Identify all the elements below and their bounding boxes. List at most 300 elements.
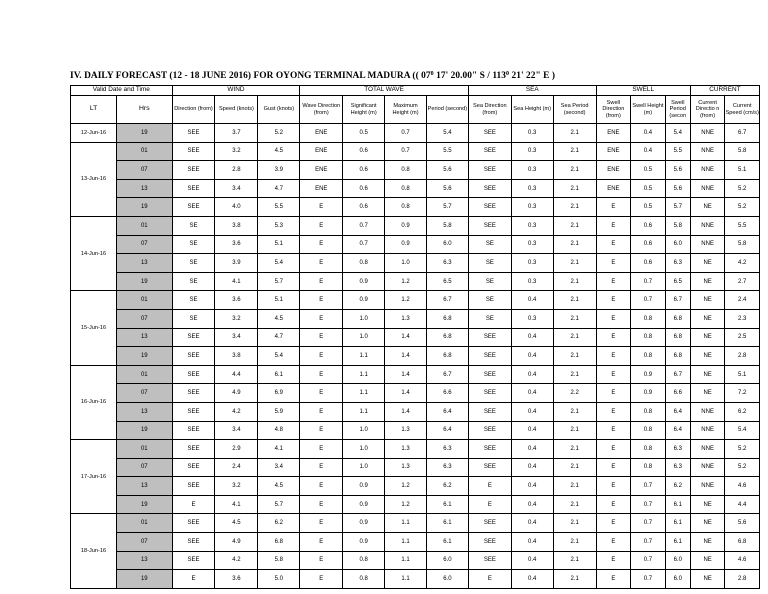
swell-direction-cell: E <box>596 309 631 328</box>
significant-height-cell: 1.1 <box>343 384 385 403</box>
sea-height-cell: 0.3 <box>511 235 553 254</box>
swell-height-cell: 0.7 <box>631 551 666 570</box>
sea-direction-cell: SEE <box>468 179 511 198</box>
wind-speed-cell: 2.4 <box>215 458 258 477</box>
wind-gust-cell: 5.9 <box>258 402 300 421</box>
sea-height-cell: 0.4 <box>511 514 553 533</box>
sea-height-cell: 0.4 <box>511 402 553 421</box>
wave-direction-cell: E <box>300 477 343 496</box>
current-direction-cell: NE <box>690 533 725 552</box>
swell-direction-cell: E <box>596 272 631 291</box>
wave-direction-cell: E <box>300 328 343 347</box>
table-row <box>71 533 760 552</box>
swell-period-cell: 6.0 <box>665 570 690 589</box>
wind-speed-cell: 4.9 <box>215 533 258 552</box>
maximum-height-cell: 1.1 <box>385 570 427 589</box>
maximum-height-cell: 1.0 <box>385 254 427 273</box>
current-speed-cell: 5.1 <box>725 365 760 384</box>
swell-direction-cell: E <box>596 514 631 533</box>
significant-height-cell: 1.0 <box>343 458 385 477</box>
wave-direction-cell: ENE <box>300 142 343 161</box>
wave-direction-cell: E <box>300 216 343 235</box>
wave-period-cell: 6.6 <box>426 384 468 403</box>
sea-period-cell: 2.1 <box>553 216 596 235</box>
wind-speed-cell: 4.4 <box>215 365 258 384</box>
wind-speed-cell: 3.6 <box>215 235 258 254</box>
hrs-cell: 01 <box>117 514 173 533</box>
wave-period-cell: 6.8 <box>426 328 468 347</box>
current-direction-cell: NNE <box>690 421 725 440</box>
current-direction-cell: NE <box>690 291 725 310</box>
sea-height-cell: 0.3 <box>511 254 553 273</box>
sea-direction-cell: E <box>468 477 511 496</box>
current-speed-cell: 2.4 <box>725 291 760 310</box>
swell-direction-cell: E <box>596 347 631 366</box>
sea-period-cell: 2.1 <box>553 477 596 496</box>
sea-direction-cell: SEE <box>468 198 511 217</box>
maximum-height-cell: 0.8 <box>385 179 427 198</box>
maximum-height-cell: 0.8 <box>385 198 427 217</box>
current-direction-cell: NE <box>690 347 725 366</box>
wind-speed-cell: 3.8 <box>215 216 258 235</box>
current-direction-cell: NE <box>690 309 725 328</box>
swell-period-cell: 5.5 <box>665 142 690 161</box>
sea-period-cell: 2.1 <box>553 495 596 514</box>
wave-period-cell: 6.1 <box>426 533 468 552</box>
current-speed-cell: 5.1 <box>725 161 760 180</box>
significant-height-cell: 0.9 <box>343 533 385 552</box>
swell-direction-cell: E <box>596 570 631 589</box>
swell-direction-cell: E <box>596 235 631 254</box>
maximum-height-cell: 1.2 <box>385 291 427 310</box>
wave-direction-cell: E <box>300 440 343 459</box>
sea-height-cell: 0.4 <box>511 384 553 403</box>
sea-direction-cell: SE <box>468 272 511 291</box>
wind-gust-cell: 5.7 <box>258 495 300 514</box>
wind-speed-cell: 4.0 <box>215 198 258 217</box>
wave-direction-cell: ENE <box>300 124 343 143</box>
sea-height-cell: 0.3 <box>511 124 553 143</box>
wind-direction-cell: E <box>172 570 215 589</box>
swell-direction-cell: E <box>596 198 631 217</box>
swell-period-cell: 6.0 <box>665 235 690 254</box>
sea-direction-cell: SEE <box>468 365 511 384</box>
hrs-cell: 01 <box>117 365 173 384</box>
column-header-current-speed: Current Speed (cm/s) <box>725 96 760 124</box>
date-cell: 16-Jun-16 <box>71 365 117 439</box>
hrs-cell: 07 <box>117 309 173 328</box>
swell-period-cell: 6.1 <box>665 533 690 552</box>
current-direction-cell: NNE <box>690 402 725 421</box>
swell-direction-cell: E <box>596 458 631 477</box>
swell-direction-cell: E <box>596 421 631 440</box>
swell-period-cell: 6.8 <box>665 347 690 366</box>
sea-height-cell: 0.4 <box>511 551 553 570</box>
current-speed-cell: 4.6 <box>725 477 760 496</box>
wind-speed-cell: 4.2 <box>215 402 258 421</box>
sea-direction-cell: SEE <box>468 216 511 235</box>
sea-direction-cell: SE <box>468 309 511 328</box>
wind-gust-cell: 4.5 <box>258 142 300 161</box>
swell-direction-cell: E <box>596 533 631 552</box>
wind-speed-cell: 4.1 <box>215 272 258 291</box>
wind-direction-cell: SEE <box>172 328 215 347</box>
sea-height-cell: 0.4 <box>511 477 553 496</box>
sea-period-cell: 2.1 <box>553 328 596 347</box>
table-row <box>71 272 760 291</box>
wind-speed-cell: 2.9 <box>215 440 258 459</box>
swell-period-cell: 5.7 <box>665 198 690 217</box>
wave-direction-cell: E <box>300 347 343 366</box>
swell-height-cell: 0.8 <box>631 440 666 459</box>
date-cell: 13-Jun-16 <box>71 142 117 216</box>
swell-period-cell: 6.6 <box>665 384 690 403</box>
maximum-height-cell: 0.9 <box>385 216 427 235</box>
wind-gust-cell: 4.7 <box>258 179 300 198</box>
wind-direction-cell: SEE <box>172 161 215 180</box>
date-cell: 12-Jun-16 <box>71 124 117 143</box>
wave-period-cell: 6.3 <box>426 458 468 477</box>
table-row <box>71 570 760 589</box>
sea-direction-cell: SEE <box>468 514 511 533</box>
wave-direction-cell: E <box>300 254 343 273</box>
table-row <box>71 514 760 533</box>
wave-direction-cell: E <box>300 291 343 310</box>
current-speed-cell: 5.4 <box>725 421 760 440</box>
maximum-height-cell: 1.2 <box>385 477 427 496</box>
swell-direction-cell: E <box>596 254 631 273</box>
wind-gust-cell: 5.4 <box>258 254 300 273</box>
column-header-wave-period: Period (second) <box>426 96 468 124</box>
swell-period-cell: 5.8 <box>665 216 690 235</box>
current-speed-cell: 4.6 <box>725 551 760 570</box>
wind-gust-cell: 4.1 <box>258 440 300 459</box>
current-speed-cell: 5.8 <box>725 142 760 161</box>
swell-period-cell: 5.6 <box>665 161 690 180</box>
column-header-swell-height: Swell Height (m) <box>631 96 666 124</box>
wave-period-cell: 6.1 <box>426 495 468 514</box>
table-row <box>71 142 760 161</box>
current-direction-cell: NE <box>690 254 725 273</box>
wave-direction-cell: ENE <box>300 161 343 180</box>
swell-direction-cell: E <box>596 551 631 570</box>
wave-period-cell: 5.4 <box>426 124 468 143</box>
maximum-height-cell: 1.3 <box>385 458 427 477</box>
wave-direction-cell: E <box>300 458 343 477</box>
maximum-height-cell: 0.7 <box>385 124 427 143</box>
table-row <box>71 440 760 459</box>
sea-direction-cell: SEE <box>468 384 511 403</box>
wave-direction-cell: E <box>300 309 343 328</box>
swell-height-cell: 0.5 <box>631 198 666 217</box>
table-row <box>71 235 760 254</box>
wind-direction-cell: SEE <box>172 347 215 366</box>
wind-speed-cell: 3.6 <box>215 570 258 589</box>
current-speed-cell: 2.7 <box>725 272 760 291</box>
hrs-cell: 07 <box>117 458 173 477</box>
current-speed-cell: 5.2 <box>725 458 760 477</box>
wave-direction-cell: E <box>300 198 343 217</box>
swell-direction-cell: E <box>596 365 631 384</box>
significant-height-cell: 1.0 <box>343 309 385 328</box>
wind-speed-cell: 2.8 <box>215 161 258 180</box>
sea-period-cell: 2.1 <box>553 365 596 384</box>
swell-period-cell: 6.1 <box>665 495 690 514</box>
wave-period-cell: 6.7 <box>426 365 468 384</box>
significant-height-cell: 0.7 <box>343 216 385 235</box>
significant-height-cell: 1.0 <box>343 440 385 459</box>
current-direction-cell: NNE <box>690 458 725 477</box>
column-header-hrs: Hrs <box>117 96 173 124</box>
significant-height-cell: 0.8 <box>343 570 385 589</box>
wind-speed-cell: 3.7 <box>215 124 258 143</box>
maximum-height-cell: 1.2 <box>385 272 427 291</box>
group-header-sea: SEA <box>468 86 596 96</box>
sea-direction-cell: SEE <box>468 421 511 440</box>
sea-period-cell: 2.1 <box>553 347 596 366</box>
hrs-cell: 13 <box>117 477 173 496</box>
current-direction-cell: NNE <box>690 477 725 496</box>
table-row <box>71 291 760 310</box>
sea-period-cell: 2.1 <box>553 198 596 217</box>
table-row <box>71 551 760 570</box>
swell-height-cell: 0.7 <box>631 477 666 496</box>
column-header-sea-height: Sea Height (m) <box>511 96 553 124</box>
wave-period-cell: 6.3 <box>426 254 468 273</box>
wave-period-cell: 5.6 <box>426 179 468 198</box>
current-direction-cell: NNE <box>690 142 725 161</box>
current-speed-cell: 5.2 <box>725 198 760 217</box>
table-row <box>71 347 760 366</box>
wave-period-cell: 6.7 <box>426 291 468 310</box>
table-row <box>71 179 760 198</box>
swell-period-cell: 6.4 <box>665 402 690 421</box>
swell-direction-cell: E <box>596 328 631 347</box>
wave-period-cell: 6.4 <box>426 421 468 440</box>
swell-height-cell: 0.4 <box>631 124 666 143</box>
sea-period-cell: 2.1 <box>553 421 596 440</box>
sea-period-cell: 2.1 <box>553 533 596 552</box>
table-row <box>71 458 760 477</box>
significant-height-cell: 1.0 <box>343 328 385 347</box>
current-direction-cell: NE <box>690 328 725 347</box>
swell-height-cell: 0.7 <box>631 570 666 589</box>
table-row <box>71 365 760 384</box>
current-direction-cell: NNE <box>690 440 725 459</box>
wave-direction-cell: ENE <box>300 179 343 198</box>
wind-direction-cell: SEE <box>172 551 215 570</box>
wind-gust-cell: 3.4 <box>258 458 300 477</box>
swell-height-cell: 0.7 <box>631 291 666 310</box>
wave-direction-cell: E <box>300 551 343 570</box>
significant-height-cell: 0.9 <box>343 291 385 310</box>
wave-direction-cell: E <box>300 272 343 291</box>
wave-direction-cell: E <box>300 514 343 533</box>
sea-period-cell: 2.1 <box>553 179 596 198</box>
wind-gust-cell: 5.0 <box>258 570 300 589</box>
swell-height-cell: 0.6 <box>631 216 666 235</box>
sea-height-cell: 0.4 <box>511 495 553 514</box>
wave-direction-cell: E <box>300 421 343 440</box>
sea-height-cell: 0.4 <box>511 291 553 310</box>
hrs-cell: 13 <box>117 402 173 421</box>
wind-speed-cell: 3.8 <box>215 347 258 366</box>
table-row <box>71 328 760 347</box>
swell-height-cell: 0.9 <box>631 384 666 403</box>
wind-direction-cell: SEE <box>172 124 215 143</box>
sea-direction-cell: SEE <box>468 440 511 459</box>
wind-gust-cell: 4.5 <box>258 309 300 328</box>
wind-direction-cell: SE <box>172 216 215 235</box>
table-row <box>71 495 760 514</box>
wind-direction-cell: SEE <box>172 533 215 552</box>
swell-period-cell: 6.7 <box>665 365 690 384</box>
wave-period-cell: 6.5 <box>426 272 468 291</box>
wind-gust-cell: 5.8 <box>258 551 300 570</box>
sea-height-cell: 0.3 <box>511 198 553 217</box>
table-row <box>71 477 760 496</box>
wave-direction-cell: E <box>300 533 343 552</box>
wind-gust-cell: 6.2 <box>258 514 300 533</box>
wave-period-cell: 5.8 <box>426 216 468 235</box>
current-speed-cell: 6.7 <box>725 124 760 143</box>
column-header-current-direction: Current Directio n (from) <box>690 96 725 124</box>
sea-direction-cell: SEE <box>468 402 511 421</box>
swell-direction-cell: E <box>596 216 631 235</box>
significant-height-cell: 0.6 <box>343 179 385 198</box>
swell-period-cell: 6.5 <box>665 272 690 291</box>
swell-period-cell: 6.8 <box>665 309 690 328</box>
sea-period-cell: 2.1 <box>553 309 596 328</box>
maximum-height-cell: 1.4 <box>385 347 427 366</box>
wave-period-cell: 5.6 <box>426 161 468 180</box>
wind-direction-cell: SEE <box>172 402 215 421</box>
sea-direction-cell: SEE <box>468 142 511 161</box>
column-header-lt: LT <box>71 96 117 124</box>
current-speed-cell: 4.2 <box>725 254 760 273</box>
swell-direction-cell: ENE <box>596 161 631 180</box>
wind-gust-cell: 6.8 <box>258 533 300 552</box>
sea-direction-cell: E <box>468 495 511 514</box>
hrs-cell: 19 <box>117 570 173 589</box>
wind-gust-cell: 4.8 <box>258 421 300 440</box>
wind-speed-cell: 3.6 <box>215 291 258 310</box>
current-direction-cell: NE <box>690 272 725 291</box>
wave-direction-cell: E <box>300 235 343 254</box>
swell-period-cell: 6.3 <box>665 458 690 477</box>
sea-direction-cell: SEE <box>468 347 511 366</box>
wind-direction-cell: SEE <box>172 514 215 533</box>
current-speed-cell: 5.5 <box>725 216 760 235</box>
swell-height-cell: 0.6 <box>631 235 666 254</box>
current-speed-cell: 5.8 <box>725 235 760 254</box>
swell-height-cell: 0.9 <box>631 365 666 384</box>
wave-direction-cell: E <box>300 384 343 403</box>
wind-gust-cell: 5.2 <box>258 124 300 143</box>
current-speed-cell: 2.5 <box>725 328 760 347</box>
sea-period-cell: 2.1 <box>553 161 596 180</box>
hrs-cell: 19 <box>117 198 173 217</box>
maximum-height-cell: 1.4 <box>385 365 427 384</box>
significant-height-cell: 0.7 <box>343 235 385 254</box>
swell-height-cell: 0.8 <box>631 309 666 328</box>
table-row <box>71 198 760 217</box>
sea-direction-cell: SE <box>468 291 511 310</box>
significant-height-cell: 0.6 <box>343 142 385 161</box>
wind-speed-cell: 3.2 <box>215 142 258 161</box>
sea-period-cell: 2.2 <box>553 384 596 403</box>
table-row <box>71 254 760 273</box>
hrs-cell: 07 <box>117 384 173 403</box>
hrs-cell: 07 <box>117 235 173 254</box>
group-header-swell: SWELL <box>596 86 690 96</box>
sea-period-cell: 2.1 <box>553 124 596 143</box>
sea-direction-cell: SEE <box>468 551 511 570</box>
wave-direction-cell: E <box>300 365 343 384</box>
swell-direction-cell: E <box>596 477 631 496</box>
maximum-height-cell: 0.9 <box>385 235 427 254</box>
sea-height-cell: 0.4 <box>511 570 553 589</box>
current-speed-cell: 6.2 <box>725 402 760 421</box>
swell-height-cell: 0.7 <box>631 272 666 291</box>
swell-period-cell: 6.3 <box>665 254 690 273</box>
wind-gust-cell: 5.3 <box>258 216 300 235</box>
maximum-height-cell: 1.1 <box>385 514 427 533</box>
hrs-cell: 13 <box>117 551 173 570</box>
wave-period-cell: 6.0 <box>426 235 468 254</box>
swell-height-cell: 0.7 <box>631 514 666 533</box>
sea-direction-cell: E <box>468 570 511 589</box>
swell-height-cell: 0.5 <box>631 161 666 180</box>
current-speed-cell: 5.2 <box>725 440 760 459</box>
date-cell: 14-Jun-16 <box>71 216 117 290</box>
swell-height-cell: 0.8 <box>631 347 666 366</box>
hrs-cell: 01 <box>117 142 173 161</box>
sea-height-cell: 0.3 <box>511 309 553 328</box>
current-direction-cell: NE <box>690 365 725 384</box>
sea-height-cell: 0.4 <box>511 440 553 459</box>
wave-period-cell: 6.4 <box>426 402 468 421</box>
wind-gust-cell: 3.9 <box>258 161 300 180</box>
wave-period-cell: 6.0 <box>426 570 468 589</box>
significant-height-cell: 1.1 <box>343 347 385 366</box>
wave-period-cell: 6.2 <box>426 477 468 496</box>
significant-height-cell: 0.9 <box>343 477 385 496</box>
hrs-cell: 13 <box>117 179 173 198</box>
wave-direction-cell: E <box>300 495 343 514</box>
current-direction-cell: NNE <box>690 235 725 254</box>
group-header-valid: Valid Date and Time <box>71 86 173 96</box>
wind-gust-cell: 5.5 <box>258 198 300 217</box>
swell-height-cell: 0.5 <box>631 179 666 198</box>
swell-period-cell: 6.0 <box>665 551 690 570</box>
wind-direction-cell: SEE <box>172 142 215 161</box>
maximum-height-cell: 1.4 <box>385 328 427 347</box>
current-direction-cell: NE <box>690 198 725 217</box>
wave-period-cell: 6.3 <box>426 440 468 459</box>
group-header-wind: WIND <box>172 86 300 96</box>
swell-height-cell: 0.8 <box>631 421 666 440</box>
sea-period-cell: 2.1 <box>553 402 596 421</box>
sea-height-cell: 0.3 <box>511 142 553 161</box>
wind-speed-cell: 3.2 <box>215 309 258 328</box>
sea-height-cell: 0.4 <box>511 421 553 440</box>
sea-direction-cell: SEE <box>468 328 511 347</box>
swell-height-cell: 0.4 <box>631 142 666 161</box>
swell-direction-cell: E <box>596 384 631 403</box>
swell-period-cell: 6.4 <box>665 421 690 440</box>
sea-height-cell: 0.3 <box>511 161 553 180</box>
